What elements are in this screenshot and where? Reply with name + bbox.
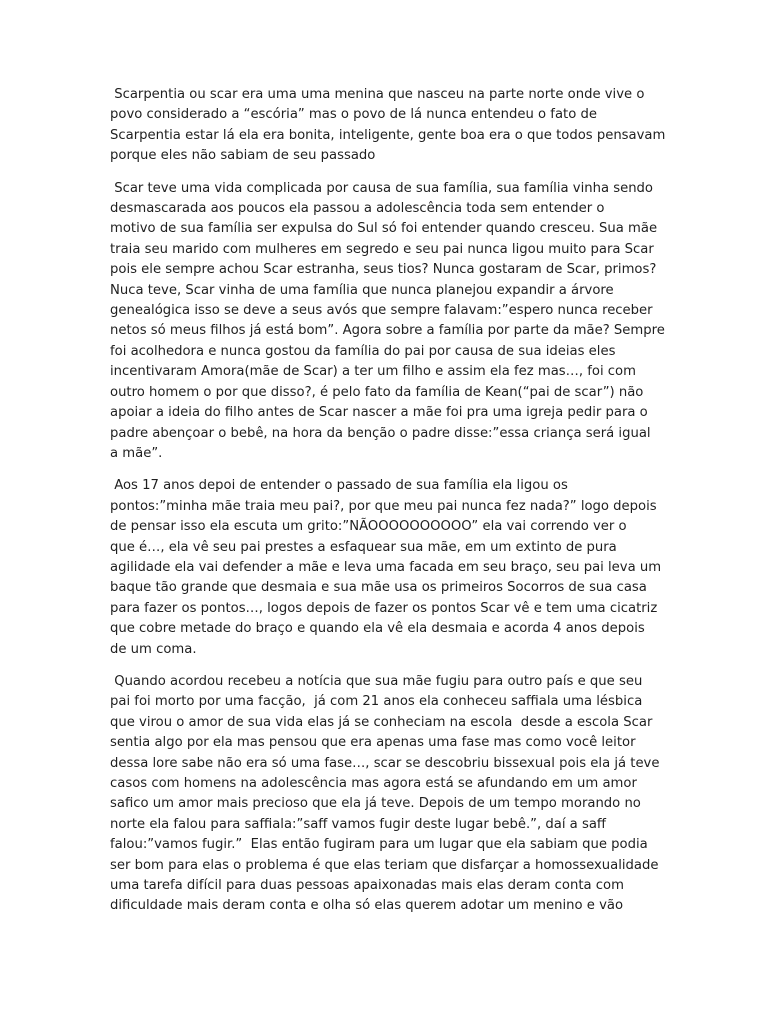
text-line: ser bom para elas o problema é que elas teriam que disfarçar a homossexualidade bbox=[110, 857, 659, 873]
text-line: pai foi morto por uma facção, já com 21 anos ela conheceu saffiala uma lésbica bbox=[110, 694, 643, 710]
text-line: outro homem o por que disso?, é pelo fato da família de Kean(“pai de scar”) não bbox=[110, 384, 644, 400]
text-line: motivo de sua família ser expulsa do Sul só foi entender quando cresceu. Sua mãe bbox=[110, 221, 658, 237]
text-line: a mãe”. bbox=[110, 445, 163, 461]
text-line: povo considerado a “escória” mas o povo de lá nunca entendeu o fato de bbox=[110, 107, 597, 123]
text-line: falou:”vamos fugir.” Elas então fugiram para um lugar que ela sabiam que podia bbox=[110, 837, 648, 853]
paragraph-awakening bbox=[110, 672, 662, 917]
text-line: Nuca teve, Scar vinha de uma família que nunca planejou expandir a árvore bbox=[110, 282, 614, 298]
text-line: baque tão grande que desmaia e sua mãe usa os primeiros Socorros de sua casa bbox=[110, 580, 647, 596]
text-line: padre abençoar o bebê, na hora da benção o padre disse:”essa criança será igual bbox=[110, 425, 651, 441]
text-line: incentivaram Amora(mãe de Scar) a ter um filho e assim ela fez mas…, foi com bbox=[110, 364, 636, 380]
text-line: Aos 17 anos depoi de entender o passado de sua família ela ligou os bbox=[110, 478, 568, 494]
document-body bbox=[110, 85, 666, 929]
text-line: safico um amor mais precioso que ela já teve. Depois de um tempo morando no bbox=[110, 796, 641, 812]
text-line: casos com homens na adolescência mas agora está se afundando em um amor bbox=[110, 776, 637, 791]
text-line: foi acolhedora e nunca gostou da família do pai por causa de sua ideias eles bbox=[110, 343, 616, 359]
text-line: norte ela falou para saffiala:”saff vamos fugir deste lugar bebê.”, daí a saff bbox=[110, 816, 606, 832]
paragraph-family bbox=[110, 179, 665, 465]
text-line: que virou o amor de sua vida elas já se conheciam na escola desde a escola Scar bbox=[110, 714, 653, 730]
text-line: dessa lore sabe não era só uma fase…, scar se descobriu bissexual pois ela já teve bbox=[110, 755, 660, 771]
paragraph-intro bbox=[110, 85, 666, 167]
text-line: genealógica isso se deve a seus avós que sempre falavam:”espero nunca receber bbox=[110, 303, 653, 319]
text-line: pois ele sempre achou Scar estranha, seus tios? Nunca gostaram de Scar, primos? bbox=[110, 262, 657, 278]
text-line: que cobre metade do braço e quando ela vê ela desmaia e acorda 4 anos depois bbox=[110, 621, 645, 637]
paragraph-age-17 bbox=[110, 476, 662, 660]
text-line: Scar teve uma vida complicada por causa de sua família, sua família vinha sendo bbox=[110, 180, 653, 196]
text-line: sentia algo por ela mas pensou que era apenas uma fase mas como você leitor bbox=[110, 735, 636, 751]
text-line: para fazer os pontos…, logos depois de fazer os pontos Scar vê e tem uma cicatriz bbox=[110, 600, 658, 616]
text-line: Scarpentia ou scar era uma uma menina que nasceu na parte norte onde vive o bbox=[110, 87, 645, 102]
text-line: pontos:”minha mãe traia meu pai?, por que meu pai nunca fez nada?” logo depois bbox=[110, 498, 657, 514]
text-line: porque eles não sabiam de seu passado bbox=[110, 148, 376, 164]
text-line: uma tarefa difícil para duas pessoas apaixonadas mais elas deram conta com bbox=[110, 878, 624, 894]
text-line: que é…, ela vê seu pai prestes a esfaquear sua mãe, em um extinto de pura bbox=[110, 539, 617, 555]
text-line: dificuldade mais deram conta e olha só elas querem adotar um menino e vão bbox=[110, 898, 624, 914]
text-line: de um coma. bbox=[110, 641, 197, 657]
text-line: Quando acordou recebeu a notícia que sua mãe fugiu para outro país e que seu bbox=[110, 673, 643, 689]
text-line: netos só meus filhos já está bom”. Agora sobre a família por parte da mãe? Sempre bbox=[110, 323, 665, 339]
text-line: agilidade ela vai defender a mãe e leva uma facada em seu braço, seu pai leva um bbox=[110, 559, 662, 575]
text-line: desmascarada aos poucos ela passou a adolescência toda sem entender o bbox=[110, 201, 605, 217]
text-line: Scarpentia estar lá ela era bonita, inteligente, gente boa era o que todos pensavam bbox=[110, 127, 666, 143]
text-line: de pensar isso ela escuta um grito:”NÃOOOOOOOOOO” ela vai correndo ver o bbox=[110, 519, 627, 535]
text-line: traia seu marido com mulheres em segredo e seu pai nunca ligou muito para Scar bbox=[110, 241, 654, 257]
text-line: apoiar a ideia do filho antes de Scar nascer a mãe foi pra uma igreja pedir para o bbox=[110, 405, 648, 421]
